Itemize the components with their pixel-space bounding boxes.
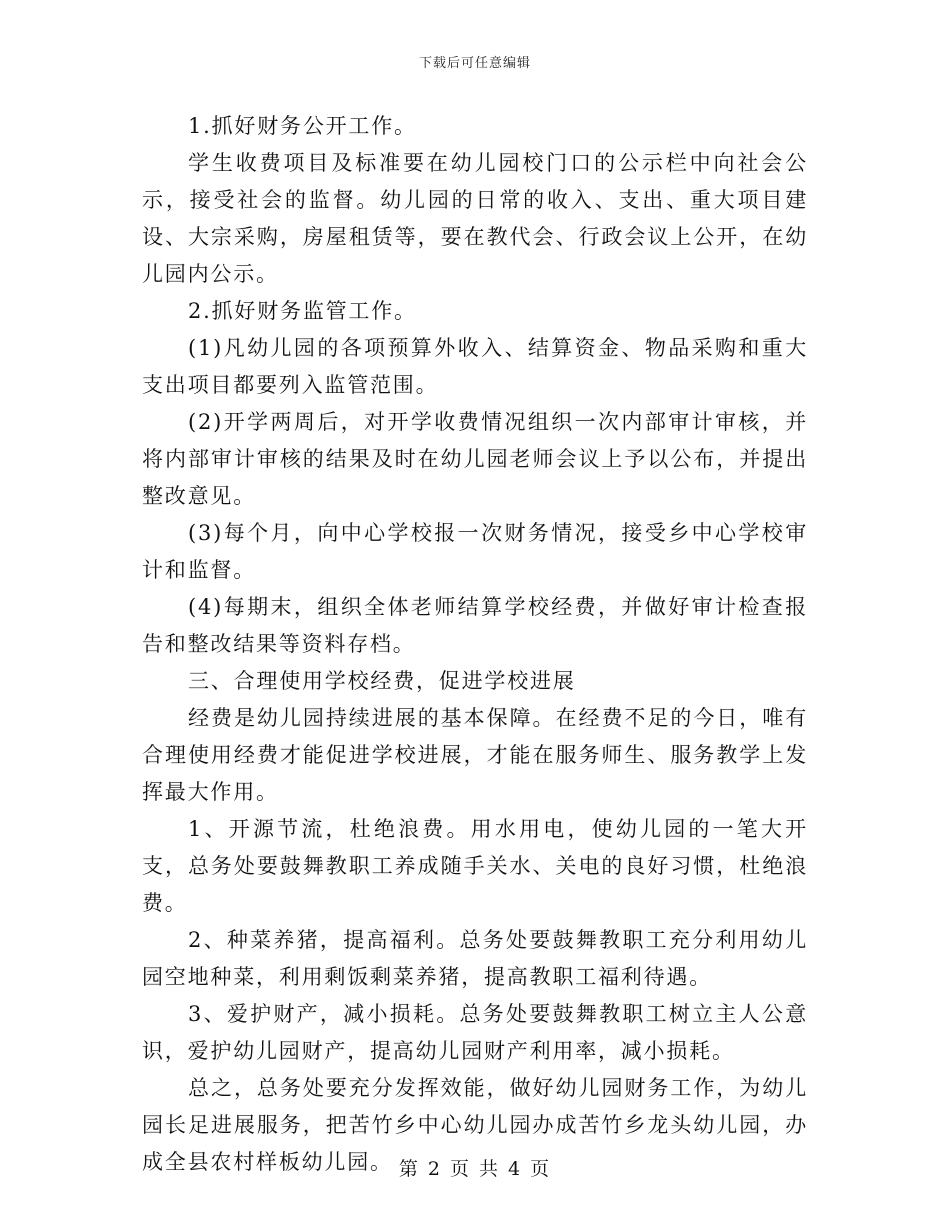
paragraph-4: (1)凡幼儿园的各项预算外收入、结算资金、物品采购和重大支出项目都要列入监管范围。 [142, 336, 808, 397]
paragraph-6: (3)每个月，向中心学校报一次财务情况，接受乡中心学校审计和监督。 [142, 521, 808, 582]
paragraph-10: 1、开源节流，杜绝浪费。用水用电，使幼儿园的一笔大开支，总务处要鼓舞教职工养成随手关水、关电的良好习惯，杜绝浪费。 [142, 817, 808, 915]
paragraph-5: (2)开学两周后，对开学收费情况组织一次内部审计审核，并将内部审计审核的结果及时在幼儿园老师会议上予以公布，并提出整改意见。 [142, 410, 808, 508]
paragraph-13: 总之，总务处要充分发挥效能，做好幼儿园财务工作，为幼儿园长足进展服务，把苦竹乡中心幼儿园办成苦竹乡龙头幼儿园，办成全县农村样板幼儿园。 [142, 1076, 808, 1174]
page-number: 第 2 页 共 4 页 [398, 1158, 552, 1180]
paragraph-2: 学生收费项目及标准要在幼儿园校门口的公示栏中向社会公示，接受社会的监督。幼儿园的日常的收入、支出、重大项目建设、大宗采购，房屋租赁等，要在教代会、行政会议上公开，在幼儿园内公示。 [142, 151, 808, 286]
paragraph-1: 1.抓好财务公开工作。 [188, 114, 417, 138]
paragraph-3: 2.抓好财务监管工作。 [188, 299, 417, 323]
page-header: 下载后可任意编辑 [418, 56, 531, 71]
section-heading: 三、合理使用学校经费，促进学校进展 [188, 669, 576, 693]
paragraph-9: 经费是幼儿园持续进展的基本保障。在经费不足的今日，唯有合理使用经费才能促进学校进展，才能在服务师生、服务教学上发挥最大作用。 [142, 706, 808, 804]
paragraph-11: 2、种菜养猪，提高福利。总务处要鼓舞教职工充分利用幼儿园空地种菜，利用剩饭剩菜养猪，提高教职工福利待遇。 [142, 928, 808, 989]
document-body [142, 108, 808, 1181]
paragraph-12: 3、爱护财产，减小损耗。总务处要鼓舞教职工树立主人公意识，爱护幼儿园财产，提高幼儿园财产利用率，减小损耗。 [142, 1002, 808, 1063]
paragraph-7: (4)每期末，组织全体老师结算学校经费，并做好审计检查报告和整改结果等资料存档。 [142, 595, 808, 656]
